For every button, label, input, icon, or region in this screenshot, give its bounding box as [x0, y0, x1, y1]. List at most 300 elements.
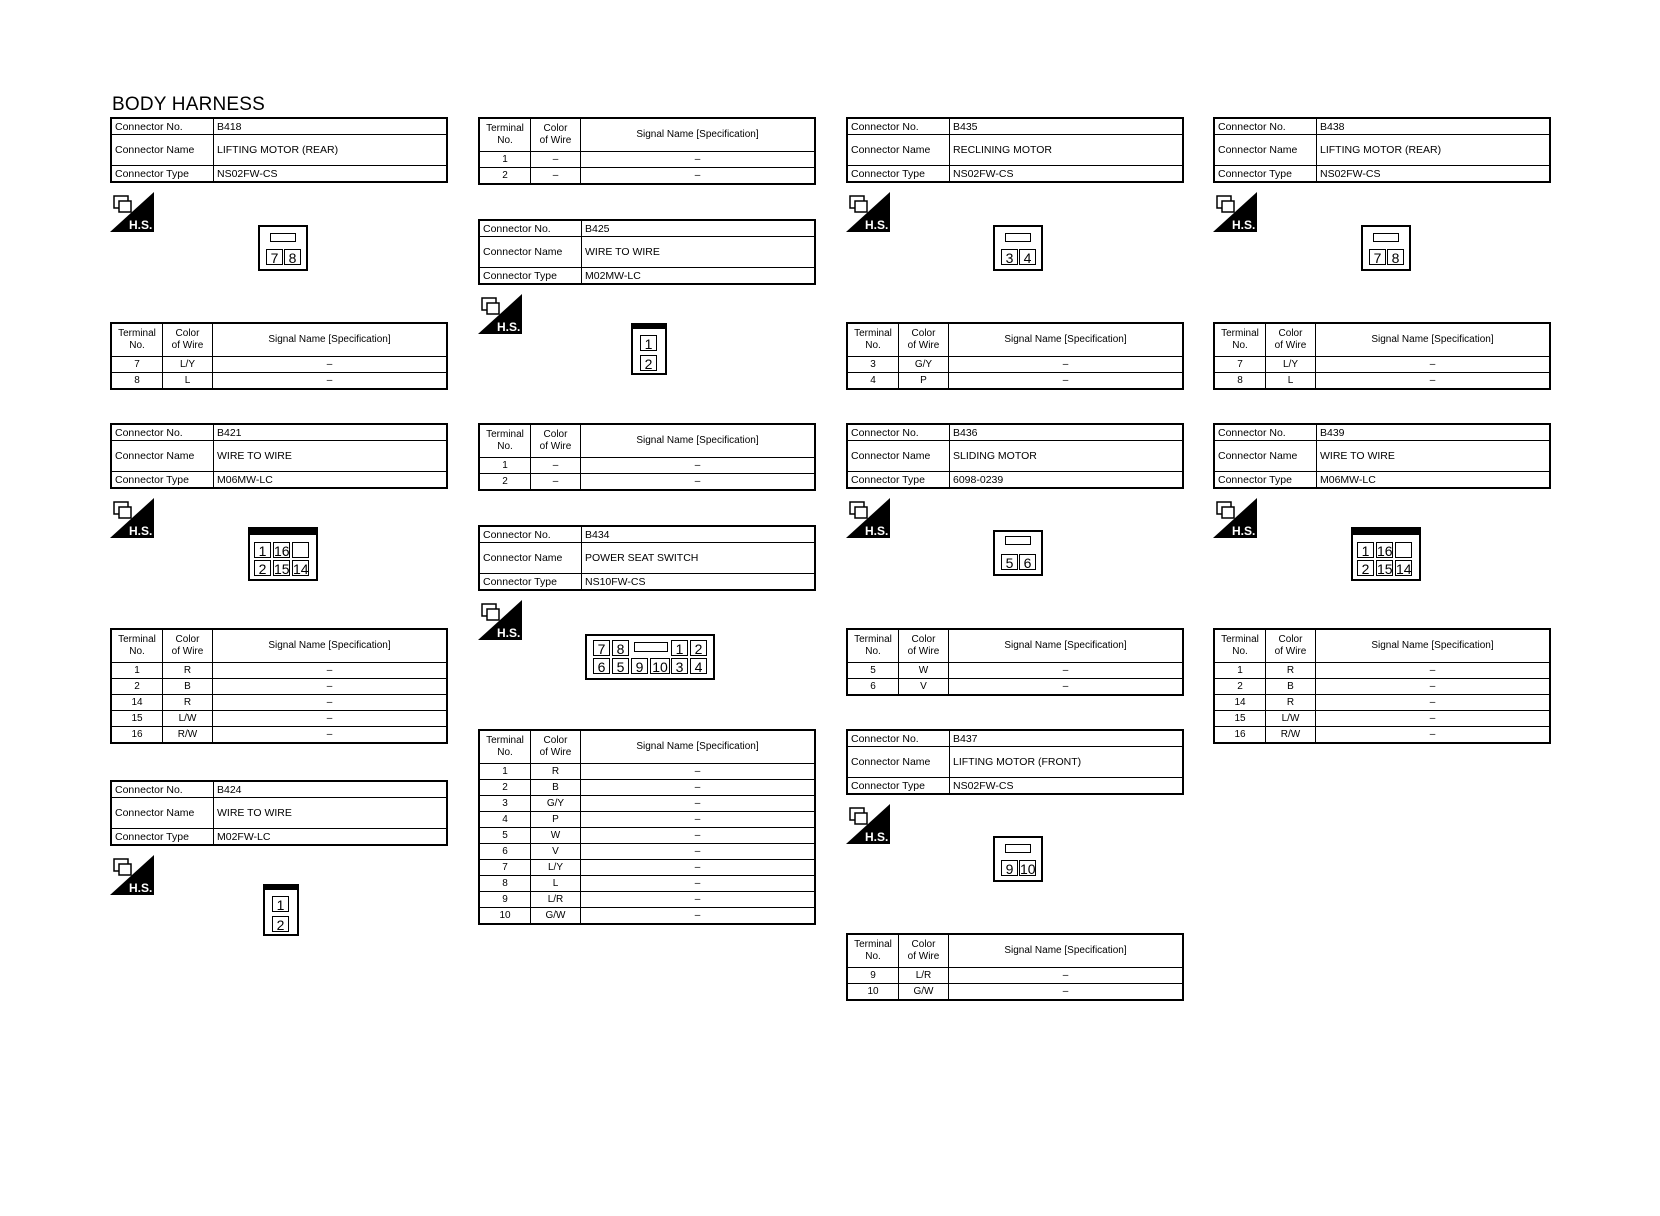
terminal-cell: 14: [1214, 695, 1266, 711]
signal-name-header: Signal Name [Specification]: [1316, 323, 1551, 357]
wire-color-cell: W: [531, 828, 581, 844]
harness-side-icon: [478, 294, 522, 334]
connector-info-table: [110, 117, 448, 183]
signal-cell: –: [213, 727, 448, 744]
terminal-no-header: Terminal No.: [847, 323, 899, 357]
table-row: [847, 984, 1183, 1001]
wire-color-cell: R: [531, 764, 581, 780]
connector-info-table: [846, 117, 1184, 183]
wire-color-cell: G/W: [899, 984, 949, 1001]
connector-info-table: [110, 780, 448, 846]
table-row: [847, 357, 1183, 373]
connector-terminal: 2: [690, 640, 707, 656]
terminal-cell: 6: [479, 844, 531, 860]
connector-type-value: NS02FW-CS: [950, 778, 1184, 795]
connector-type-value: 6098-0239: [950, 472, 1184, 489]
signal-cell: –: [1316, 663, 1551, 679]
connector-no-value: B424: [214, 781, 448, 798]
connector-face: [263, 884, 299, 936]
connector-face: [631, 323, 667, 375]
signal-cell: –: [213, 663, 448, 679]
connector-name-value: WIRE TO WIRE: [1317, 441, 1551, 472]
table-row: [479, 892, 815, 908]
terminal-no-header: Terminal No.: [479, 118, 531, 152]
signal-cell: –: [949, 373, 1184, 390]
signal-cell: –: [213, 373, 448, 390]
wire-color-cell: W: [899, 663, 949, 679]
wire-color-cell: L/W: [1266, 711, 1316, 727]
wire-color-cell: L/W: [163, 711, 213, 727]
wire-color-cell: V: [899, 679, 949, 696]
wire-color-cell: L/R: [531, 892, 581, 908]
connector-no-label: Connector No.: [111, 781, 214, 798]
wire-color-cell: R/W: [163, 727, 213, 744]
connector-name-value: WIRE TO WIRE: [214, 441, 448, 472]
connector-type-label: Connector Type: [847, 472, 950, 489]
signal-name-header: Signal Name [Specification]: [213, 323, 448, 357]
connector-info-table: [846, 423, 1184, 489]
terminal-table: [846, 933, 1184, 1001]
connector-terminal: 4: [1019, 249, 1036, 265]
connector-type-value: M06MW-LC: [1317, 472, 1551, 489]
connector-type-label: Connector Type: [111, 829, 214, 846]
connector-face: [993, 225, 1043, 271]
wire-color-cell: G/Y: [899, 357, 949, 373]
connector-terminal: 7: [266, 249, 283, 265]
wire-color-cell: P: [899, 373, 949, 390]
signal-cell: –: [1316, 695, 1551, 711]
connector-terminal: 9: [1001, 860, 1018, 876]
page-title: BODY HARNESS: [112, 94, 266, 115]
connector-no-value: B439: [1317, 424, 1551, 441]
harness-side-icon: [846, 804, 890, 844]
connector-face: [258, 225, 308, 271]
connector-terminal: 8: [284, 249, 301, 265]
connector-terminal: 2: [640, 355, 657, 371]
connector-no-label: Connector No.: [479, 526, 582, 543]
table-row: [479, 474, 815, 491]
connector-type-value: NS10FW-CS: [582, 574, 816, 591]
svg-text:H.S.: H.S.: [865, 218, 889, 232]
wire-color-cell: R: [1266, 663, 1316, 679]
terminal-cell: 9: [479, 892, 531, 908]
connector-no-value: B436: [950, 424, 1184, 441]
terminal-cell: 1: [111, 663, 163, 679]
table-row: [111, 373, 447, 390]
terminal-no-header: Terminal No.: [1214, 629, 1266, 663]
connector-terminal: 4: [690, 658, 707, 674]
signal-cell: –: [581, 908, 816, 925]
table-row: [479, 168, 815, 185]
connector-terminal: 1: [272, 896, 289, 912]
connector-terminal: 6: [593, 658, 610, 674]
signal-name-header: Signal Name [Specification]: [1316, 629, 1551, 663]
table-row: [111, 679, 447, 695]
wire-color-cell: B: [1266, 679, 1316, 695]
connector-terminal: 1: [671, 640, 688, 656]
connector-face: [1361, 225, 1411, 271]
connector-terminal: 2: [254, 560, 271, 576]
table-row: [479, 828, 815, 844]
color-of-wire-header: Color of Wire: [163, 629, 213, 663]
terminal-table: [478, 117, 816, 185]
table-row: [111, 695, 447, 711]
connector-face: [585, 634, 715, 680]
signal-cell: –: [581, 812, 816, 828]
connector-name-label: Connector Name: [1214, 441, 1317, 472]
connector-terminal: 2: [272, 916, 289, 932]
color-of-wire-header: Color of Wire: [163, 323, 213, 357]
table-row: [1214, 711, 1550, 727]
connector-no-value: B434: [582, 526, 816, 543]
table-row: [847, 663, 1183, 679]
terminal-cell: 16: [111, 727, 163, 744]
table-row: [479, 780, 815, 796]
wire-color-cell: R: [163, 663, 213, 679]
terminal-table: [846, 628, 1184, 696]
connector-type-value: M02FW-LC: [214, 829, 448, 846]
wire-color-cell: L/R: [899, 968, 949, 984]
connector-no-label: Connector No.: [111, 424, 214, 441]
signal-cell: –: [581, 892, 816, 908]
connector-type-label: Connector Type: [479, 574, 582, 591]
terminal-cell: 1: [479, 152, 531, 168]
terminal-cell: 2: [1214, 679, 1266, 695]
connector-terminal: 15: [274, 561, 290, 577]
terminal-table: [478, 729, 816, 925]
terminal-table: [1213, 628, 1551, 744]
terminal-cell: 2: [111, 679, 163, 695]
terminal-cell: 5: [479, 828, 531, 844]
connector-no-value: B421: [214, 424, 448, 441]
connector-info-table: [1213, 423, 1551, 489]
terminal-cell: 5: [847, 663, 899, 679]
table-row: [479, 844, 815, 860]
connector-info-table: [478, 525, 816, 591]
connector-name-label: Connector Name: [1214, 135, 1317, 166]
signal-cell: –: [581, 844, 816, 860]
connector-type-label: Connector Type: [111, 166, 214, 183]
connector-terminal: 16: [1377, 543, 1393, 559]
connector-name-label: Connector Name: [847, 441, 950, 472]
terminal-cell: 7: [1214, 357, 1266, 373]
table-row: [479, 812, 815, 828]
terminal-cell: 10: [847, 984, 899, 1001]
signal-cell: –: [581, 152, 816, 168]
connector-name-label: Connector Name: [479, 543, 582, 574]
color-of-wire-header: Color of Wire: [531, 424, 581, 458]
connector-terminal: 2: [1357, 560, 1374, 576]
connector-no-label: Connector No.: [111, 118, 214, 135]
connector-no-label: Connector No.: [479, 220, 582, 237]
terminal-cell: 8: [1214, 373, 1266, 390]
svg-text:H.S.: H.S.: [865, 524, 889, 538]
connector-type-value: M06MW-LC: [214, 472, 448, 489]
signal-name-header: Signal Name [Specification]: [581, 730, 816, 764]
terminal-cell: 3: [479, 796, 531, 812]
signal-name-header: Signal Name [Specification]: [213, 629, 448, 663]
wire-color-cell: –: [531, 152, 581, 168]
signal-cell: –: [581, 458, 816, 474]
table-row: [847, 968, 1183, 984]
connector-terminal: [292, 542, 309, 558]
signal-cell: –: [581, 860, 816, 876]
connector-name-label: Connector Name: [479, 237, 582, 268]
terminal-cell: 3: [847, 357, 899, 373]
signal-cell: –: [213, 357, 448, 373]
connector-name-label: Connector Name: [847, 747, 950, 778]
terminal-table: [110, 628, 448, 744]
signal-cell: –: [949, 968, 1184, 984]
terminal-cell: 1: [479, 458, 531, 474]
table-row: [111, 663, 447, 679]
terminal-no-header: Terminal No.: [111, 323, 163, 357]
wire-color-cell: P: [531, 812, 581, 828]
table-row: [1214, 727, 1550, 744]
connector-terminal: 9: [631, 658, 648, 674]
terminal-cell: 10: [479, 908, 531, 925]
connector-name-value: LIFTING MOTOR (REAR): [1317, 135, 1551, 166]
connector-info-table: [1213, 117, 1551, 183]
terminal-cell: 8: [111, 373, 163, 390]
connector-terminal: 5: [612, 658, 629, 674]
color-of-wire-header: Color of Wire: [1266, 323, 1316, 357]
wire-color-cell: R: [1266, 695, 1316, 711]
connector-type-value: NS02FW-CS: [1317, 166, 1551, 183]
table-row: [479, 152, 815, 168]
signal-name-header: Signal Name [Specification]: [949, 934, 1184, 968]
connector-type-value: M02MW-LC: [582, 268, 816, 285]
signal-cell: –: [213, 679, 448, 695]
harness-side-icon: [1213, 192, 1257, 232]
harness-side-icon: [478, 600, 522, 640]
connector-info-table: [110, 423, 448, 489]
connector-no-label: Connector No.: [847, 118, 950, 135]
signal-cell: –: [949, 984, 1184, 1001]
table-row: [1214, 679, 1550, 695]
connector-terminal: 14: [293, 561, 309, 577]
connector-info-table: [846, 729, 1184, 795]
terminal-cell: 8: [479, 876, 531, 892]
terminal-cell: 14: [111, 695, 163, 711]
connector-no-label: Connector No.: [847, 730, 950, 747]
signal-cell: –: [581, 796, 816, 812]
wire-color-cell: –: [531, 474, 581, 491]
wire-color-cell: B: [531, 780, 581, 796]
wire-color-cell: L: [163, 373, 213, 390]
connector-type-value: NS02FW-CS: [950, 166, 1184, 183]
terminal-cell: 9: [847, 968, 899, 984]
harness-side-icon: [846, 192, 890, 232]
connector-no-label: Connector No.: [1214, 118, 1317, 135]
connector-name-label: Connector Name: [847, 135, 950, 166]
wire-color-cell: L/Y: [1266, 357, 1316, 373]
wire-color-cell: L: [531, 876, 581, 892]
table-row: [847, 373, 1183, 390]
harness-side-icon: [110, 855, 154, 895]
signal-name-header: Signal Name [Specification]: [581, 118, 816, 152]
connector-terminal: 8: [612, 640, 629, 656]
connector-name-value: WIRE TO WIRE: [582, 237, 816, 268]
table-row: [479, 458, 815, 474]
connector-terminal: [1395, 542, 1412, 558]
connector-name-value: LIFTING MOTOR (REAR): [214, 135, 448, 166]
color-of-wire-header: Color of Wire: [899, 323, 949, 357]
wire-color-cell: G/Y: [531, 796, 581, 812]
svg-text:H.S.: H.S.: [1232, 524, 1256, 538]
svg-text:H.S.: H.S.: [129, 524, 153, 538]
connector-type-label: Connector Type: [1214, 472, 1317, 489]
connector-name-label: Connector Name: [111, 135, 214, 166]
signal-cell: –: [581, 474, 816, 491]
table-row: [111, 357, 447, 373]
signal-cell: –: [213, 695, 448, 711]
connector-no-value: B438: [1317, 118, 1551, 135]
connector-terminal: 3: [1001, 249, 1018, 265]
table-row: [1214, 663, 1550, 679]
connector-terminal: 1: [1357, 542, 1374, 558]
terminal-no-header: Terminal No.: [479, 424, 531, 458]
connector-type-label: Connector Type: [479, 268, 582, 285]
terminal-table: [1213, 322, 1551, 390]
signal-name-header: Signal Name [Specification]: [949, 629, 1184, 663]
signal-cell: –: [213, 711, 448, 727]
signal-cell: –: [1316, 373, 1551, 390]
terminal-table: [846, 322, 1184, 390]
signal-cell: –: [581, 764, 816, 780]
connector-terminal: 8: [1387, 249, 1404, 265]
signal-cell: –: [1316, 679, 1551, 695]
terminal-cell: 1: [1214, 663, 1266, 679]
wire-color-cell: L/Y: [531, 860, 581, 876]
wire-color-cell: R/W: [1266, 727, 1316, 744]
signal-cell: –: [949, 679, 1184, 696]
connector-terminal: 7: [593, 640, 610, 656]
svg-text:H.S.: H.S.: [129, 218, 153, 232]
connector-terminal: 7: [1369, 249, 1386, 265]
connector-terminal: 3: [671, 658, 688, 674]
svg-text:H.S.: H.S.: [129, 881, 153, 895]
signal-cell: –: [581, 168, 816, 185]
wire-color-cell: R: [163, 695, 213, 711]
terminal-cell: 15: [111, 711, 163, 727]
table-row: [847, 679, 1183, 696]
svg-text:H.S.: H.S.: [497, 626, 521, 640]
signal-cell: –: [1316, 711, 1551, 727]
signal-name-header: Signal Name [Specification]: [581, 424, 816, 458]
color-of-wire-header: Color of Wire: [531, 730, 581, 764]
terminal-table: [478, 423, 816, 491]
harness-side-icon: [846, 498, 890, 538]
connector-terminal: 10: [650, 658, 670, 674]
svg-text:H.S.: H.S.: [497, 320, 521, 334]
signal-cell: –: [581, 828, 816, 844]
color-of-wire-header: Color of Wire: [531, 118, 581, 152]
connector-name-value: POWER SEAT SWITCH: [582, 543, 816, 574]
connector-terminal: 14: [1396, 561, 1412, 577]
table-row: [479, 908, 815, 925]
connector-face: [993, 836, 1043, 882]
signal-cell: –: [949, 357, 1184, 373]
connector-terminal: 15: [1377, 561, 1393, 577]
terminal-cell: 4: [847, 373, 899, 390]
table-row: [479, 876, 815, 892]
harness-side-icon: [110, 498, 154, 538]
connector-face: [248, 527, 318, 581]
wire-color-cell: L: [1266, 373, 1316, 390]
connector-type-value: NS02FW-CS: [214, 166, 448, 183]
connector-name-value: WIRE TO WIRE: [214, 798, 448, 829]
signal-cell: –: [581, 780, 816, 796]
connector-type-label: Connector Type: [1214, 166, 1317, 183]
connector-type-label: Connector Type: [111, 472, 214, 489]
table-row: [1214, 373, 1550, 390]
table-row: [111, 727, 447, 744]
connector-terminal: 1: [640, 335, 657, 351]
connector-name-value: SLIDING MOTOR: [950, 441, 1184, 472]
signal-cell: –: [581, 876, 816, 892]
terminal-cell: 1: [479, 764, 531, 780]
color-of-wire-header: Color of Wire: [899, 934, 949, 968]
connector-no-value: B425: [582, 220, 816, 237]
connector-no-value: B418: [214, 118, 448, 135]
terminal-cell: 15: [1214, 711, 1266, 727]
terminal-cell: 6: [847, 679, 899, 696]
table-row: [111, 711, 447, 727]
connector-no-label: Connector No.: [1214, 424, 1317, 441]
signal-cell: –: [949, 663, 1184, 679]
terminal-cell: 2: [479, 780, 531, 796]
terminal-no-header: Terminal No.: [847, 934, 899, 968]
signal-name-header: Signal Name [Specification]: [949, 323, 1184, 357]
wire-color-cell: G/W: [531, 908, 581, 925]
connector-name-label: Connector Name: [111, 441, 214, 472]
connector-no-value: B437: [950, 730, 1184, 747]
terminal-cell: 7: [479, 860, 531, 876]
connector-name-label: Connector Name: [111, 798, 214, 829]
signal-cell: –: [1316, 357, 1551, 373]
terminal-no-header: Terminal No.: [847, 629, 899, 663]
signal-cell: –: [1316, 727, 1551, 744]
terminal-cell: 4: [479, 812, 531, 828]
table-row: [479, 860, 815, 876]
terminal-cell: 16: [1214, 727, 1266, 744]
terminal-cell: 2: [479, 168, 531, 185]
table-row: [479, 764, 815, 780]
connector-info-table: [478, 219, 816, 285]
connector-terminal: 1: [254, 542, 271, 558]
connector-no-value: B435: [950, 118, 1184, 135]
table-row: [479, 796, 815, 812]
connector-terminal: 10: [1020, 861, 1036, 877]
connector-name-value: LIFTING MOTOR (FRONT): [950, 747, 1184, 778]
connector-type-label: Connector Type: [847, 166, 950, 183]
color-of-wire-header: Color of Wire: [899, 629, 949, 663]
wire-color-cell: –: [531, 168, 581, 185]
svg-text:H.S.: H.S.: [865, 830, 889, 844]
terminal-cell: 7: [111, 357, 163, 373]
color-of-wire-header: Color of Wire: [1266, 629, 1316, 663]
connector-type-label: Connector Type: [847, 778, 950, 795]
connector-terminal: 6: [1019, 554, 1036, 570]
table-row: [1214, 695, 1550, 711]
terminal-no-header: Terminal No.: [479, 730, 531, 764]
wire-color-cell: –: [531, 458, 581, 474]
table-row: [1214, 357, 1550, 373]
connector-no-label: Connector No.: [847, 424, 950, 441]
connector-terminal: 5: [1001, 554, 1018, 570]
wire-color-cell: V: [531, 844, 581, 860]
